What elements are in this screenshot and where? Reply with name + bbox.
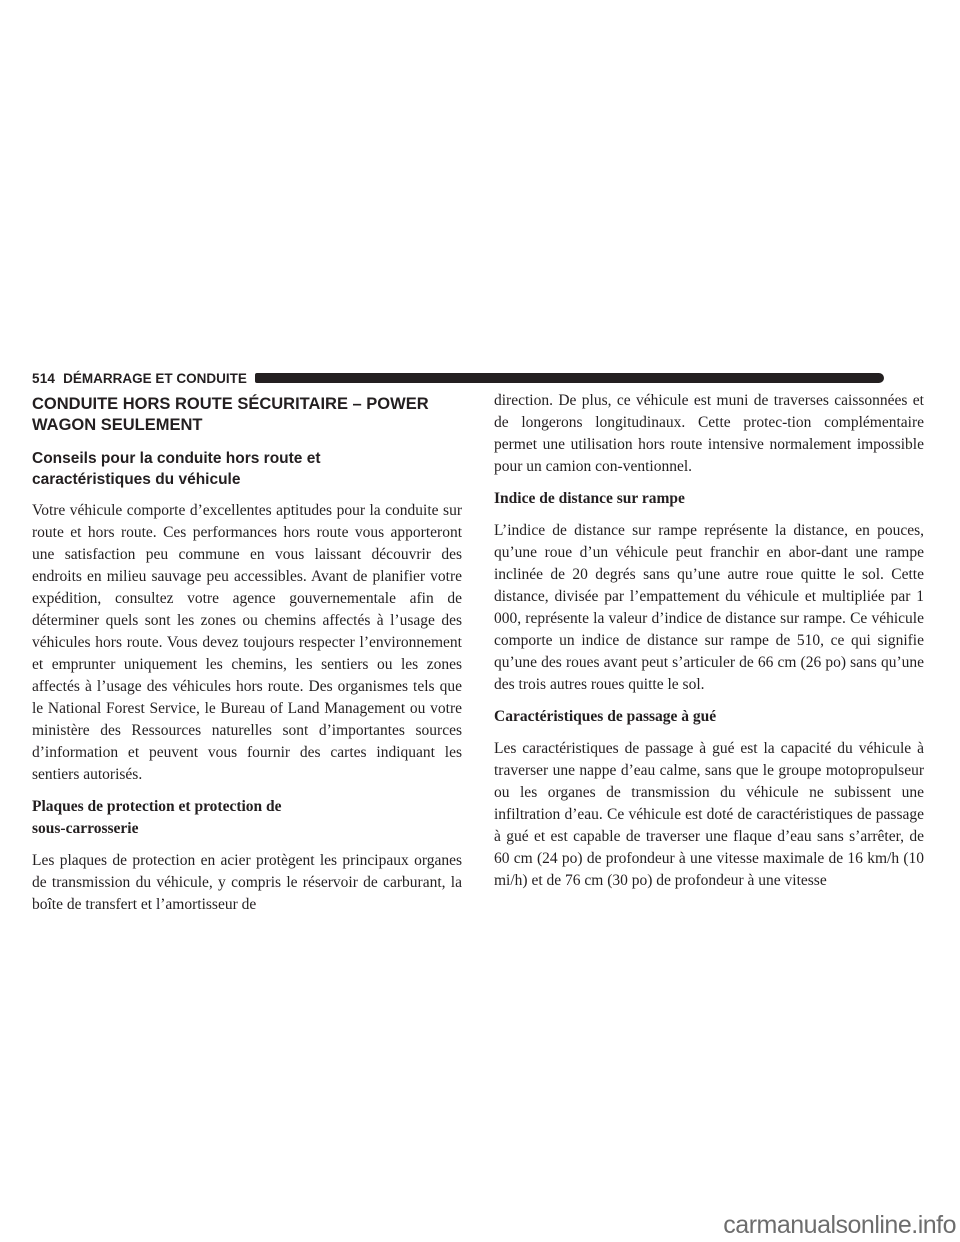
paragraph-ramp-index: L’indice de distance sur rampe représente la distance, en pouces, qu’une roue d’un véhicule peut franchir en abor-dant une rampe inclinée de 20 degrés sans qu’une autre roue quitte le sol. Cette distance, divisée par l’empattement du véhicule et multipliée par 1 000, représente la valeur d’indice de distance sur rampe. Ce véhicule comporte un indice de distance sur rampe de 510, ce qui signifie qu’une des roues avant peut s’articuler de 66 cm (26 po) sans qu’une des trois autres roues quitte le sol. [494,522,924,693]
paragraph-continued: direction. De plus, ce véhicule est muni de traverses caissonnées et de longerons longitudinaux. Cette protec-tion complémentaire permet une utilisation hors route intensive normalement impossible pour un camion con-ventionnel. [494,392,924,475]
paragraph-water-fording: Les caractéristiques de passage à gué est la capacité du véhicule à traverser une nappe d’eau calme, sans que le groupe motopropulseur ou les organes de transmission du véhicule ne subissent une infiltration d’eau. Ce véhicule est doté de caractéristiques de passage à gué et est capable de traverser une flaque d’eau sans s’arrêter, de 60 cm (24 po) de profondeur à une vitesse maximale de 16 km/h (10 mi/h) et de 76 cm (30 po) de profondeur à une vitesse [494,740,924,889]
watermark-text: carmanualsonline.info [723,1211,956,1239]
heading-line: CONDUITE HORS ROUTE SÉCURITAIRE – POWER [32,395,429,413]
paragraph-intro: Votre véhicule comporte d’excellentes aptitudes pour la conduite sur route et hors route. Ces performances hors route vous apporteront une satisfaction peu commune en vous laissant découvrir des endroits en milieu sauvage peu accessibles. Avant de planifier votre expédition, consultez votre agence gouvernementale afin de déterminer quels sont les zones ou chemins affectés à l’usage des véhicules hors route. Vous devez toujours respecter l’environnement et emprunter uniquement les chemins, les sentiers ou les zones affectés à l’usage des véhicules hors route. Des organismes tels que le National Forest Service, le Bureau of Land Management ou votre ministère des Ressources naturelles sont d’importantes sources d’information et peuvent vous fournir des cartes indiquant les sentiers autorisés. [32,502,462,783]
heading-skid-plates [32,796,462,840]
heading-offroad-tips [32,448,462,490]
paragraph-skid-plates: Les plaques de protection en acier protègent les principaux organes de transmission du véhicule, y compris le réservoir de carburant, la boîte de transfert et l’amortisseur de [32,852,462,913]
left-column [32,390,462,916]
heading-safe-offroad [32,394,462,436]
heading-line: sous-carrosserie [32,820,139,837]
heading-line: Conseils pour la conduite hors route et [32,450,321,467]
page-header [32,368,884,388]
section-title: DÉMARRAGE ET CONDUITE [63,370,247,386]
right-column [494,390,924,892]
heading-ramp-index: Indice de distance sur rampe [494,490,685,507]
heading-line: Plaques de protection et protection de [32,798,282,815]
header-rule [255,373,884,383]
heading-water-fording: Caractéristiques de passage à gué [494,708,717,725]
page-number: 514 [32,370,56,386]
heading-line: caractéristiques du véhicule [32,471,241,488]
heading-line: WAGON SEULEMENT [32,416,203,434]
